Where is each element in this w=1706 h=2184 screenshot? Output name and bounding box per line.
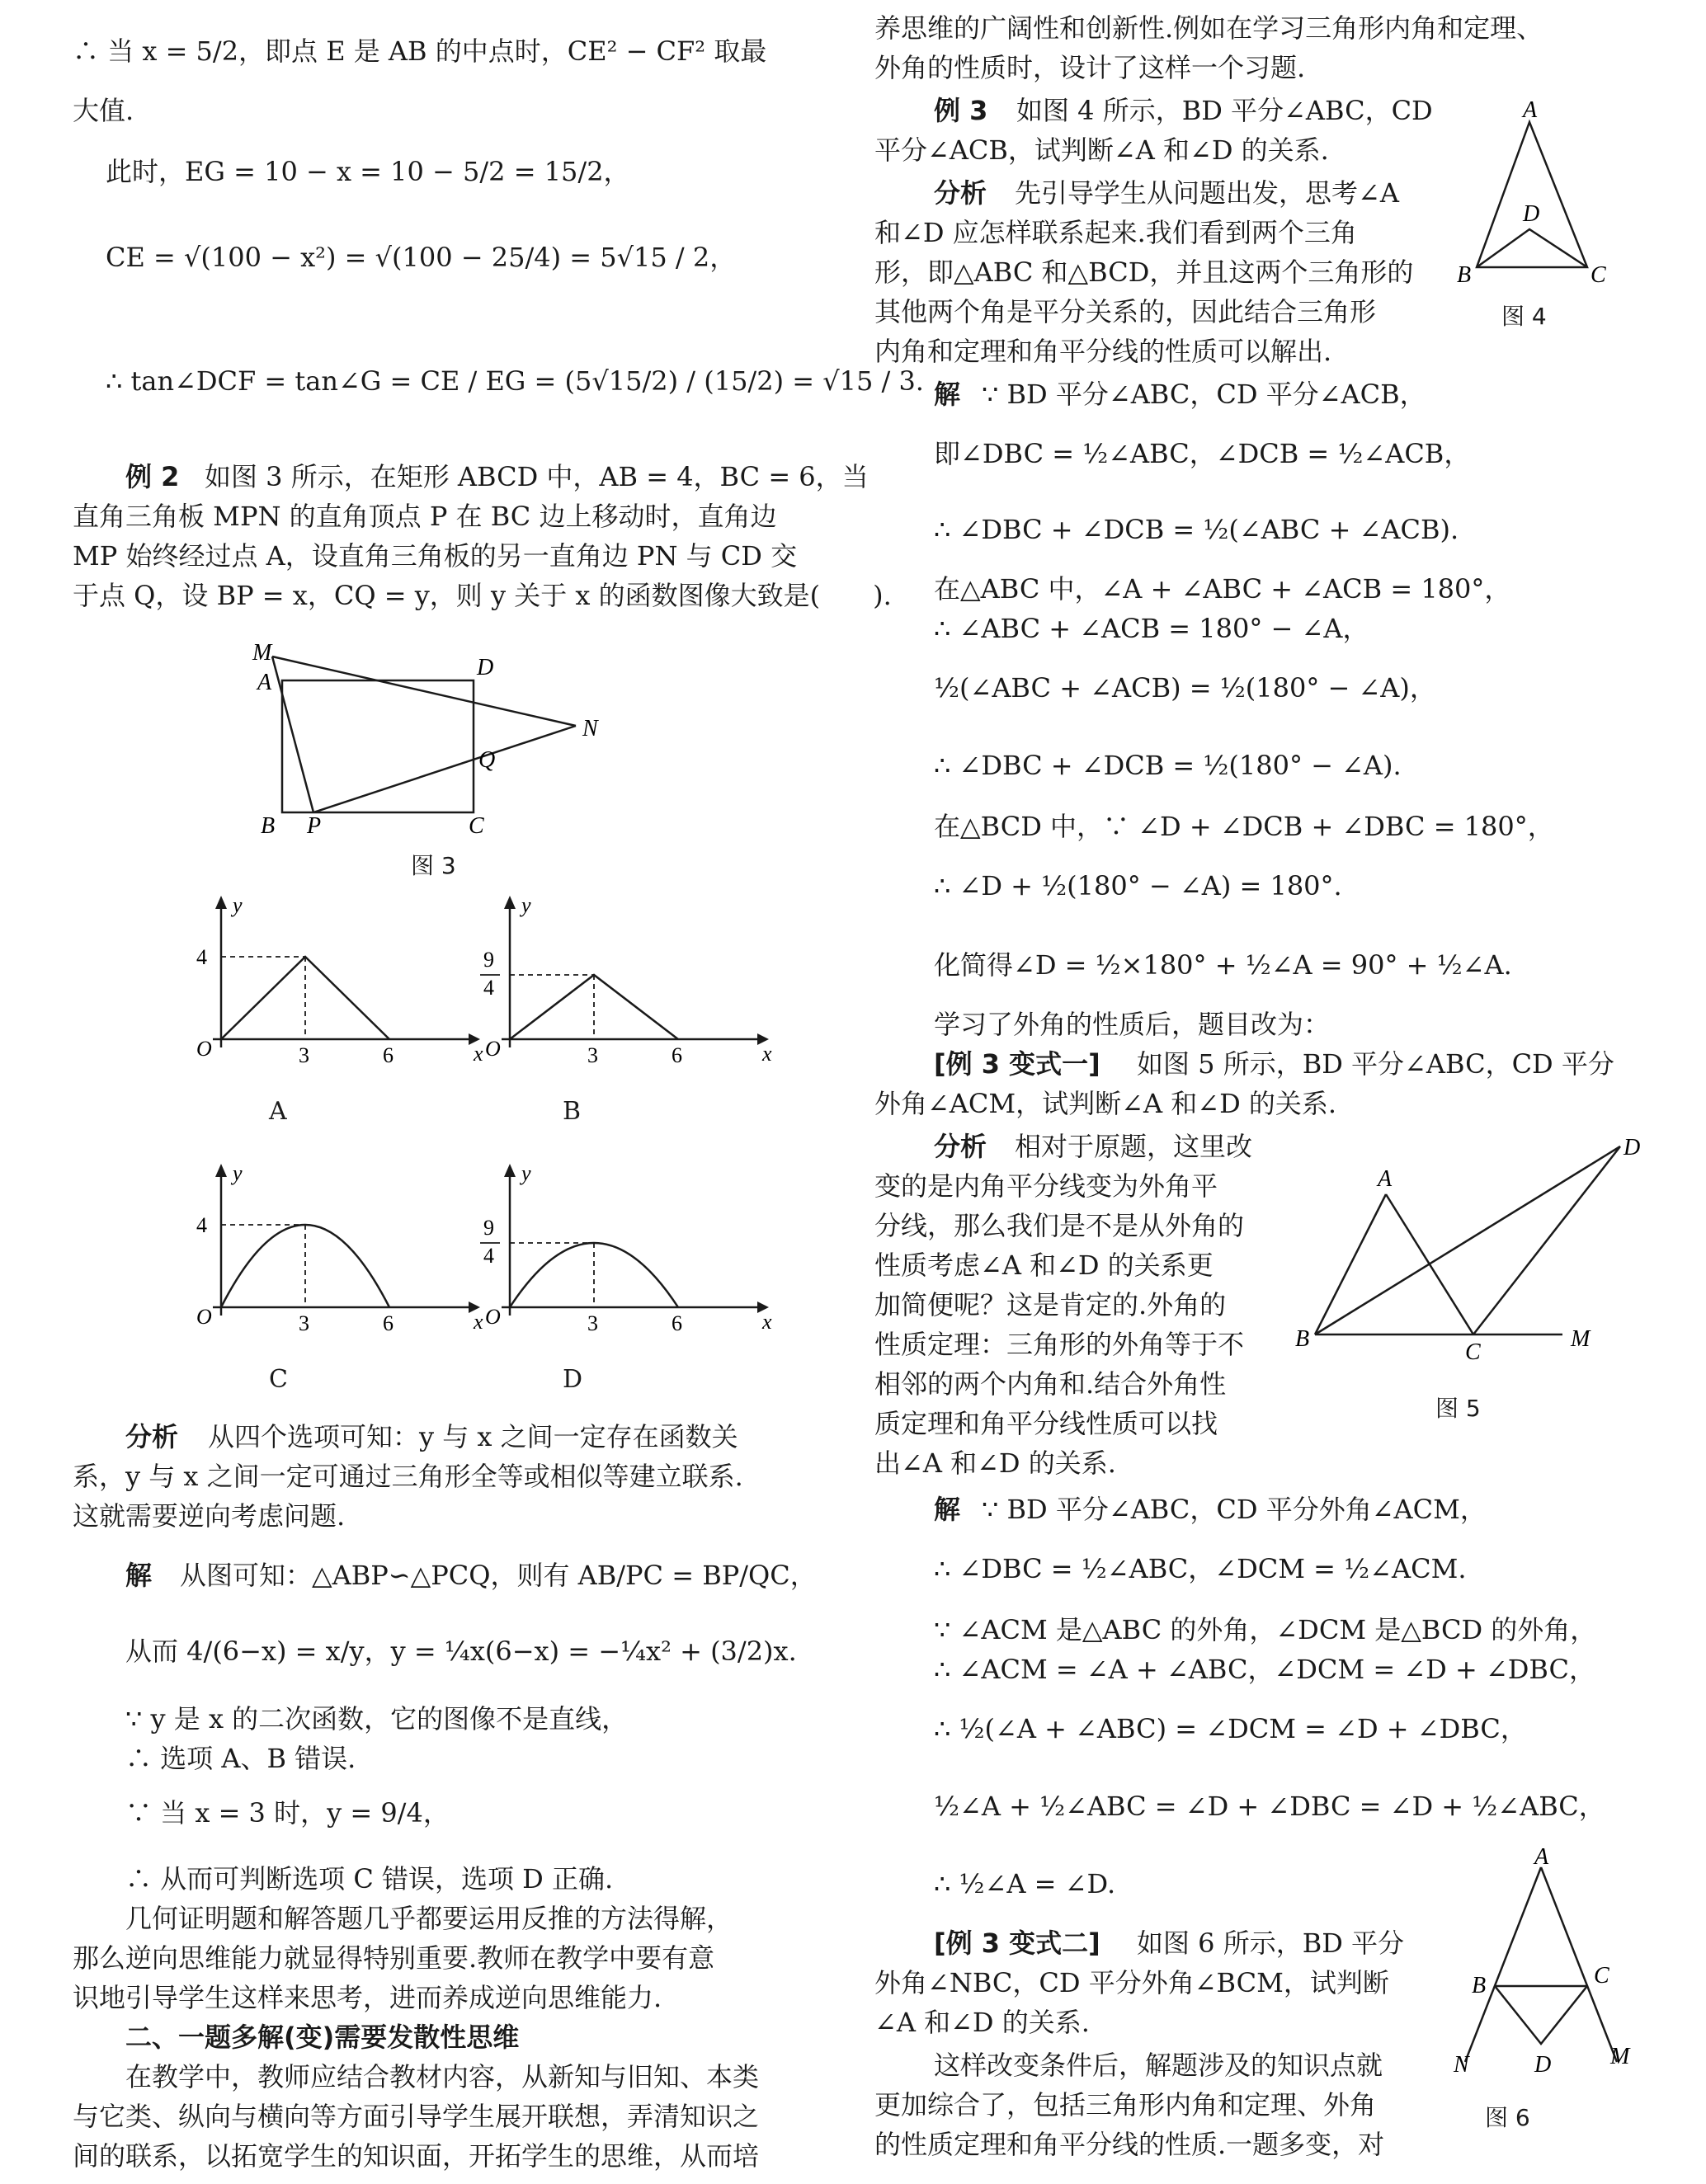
text-line: 间的联系，以拓宽学生的知识面，开拓学生的思维，从而培 — [73, 2140, 760, 2172]
text-line: 系，y 与 x 之间一定可通过三角形全等或相似等建立联系. — [73, 1461, 743, 1492]
tick-label-y: 4 — [196, 1213, 207, 1237]
text-line: 从而 4/(6−x) = x/y，y = ¼x(6−x) = −¼x² + (3/2)x. — [125, 1636, 797, 1667]
text-line: 那么逆向思维能力就显得特别重要.教师在教学中要有意 — [73, 1942, 715, 1974]
label-m: M — [1610, 2044, 1630, 2069]
x-axis-label: x — [474, 1042, 483, 1066]
x-axis-label: x — [762, 1042, 772, 1066]
label-d: D — [1624, 1135, 1641, 1160]
text-line: 如图 5 所示，BD 平分∠ABC，CD 平分 — [1137, 1048, 1614, 1080]
text-line: 如图 3 所示，在矩形 ABCD 中，AB = 4，BC = 6，当 — [205, 461, 869, 492]
text-line: 加简便呢？这是肯定的.外角的 — [874, 1289, 1227, 1320]
text-line: 变的是内角平分线变为外角平 — [874, 1170, 1218, 1202]
tick-label-x-end: 6 — [672, 1311, 682, 1335]
text-line: ∴ ∠DBC + ∠DCB = ½(∠ABC + ∠ACB). — [934, 514, 1459, 545]
y-axis-arrow-icon — [215, 896, 227, 909]
label-b: B — [261, 813, 276, 839]
figure-3 — [238, 635, 683, 850]
line-cd — [1473, 1146, 1620, 1334]
label-m: M — [1571, 1326, 1591, 1352]
label-a: A — [1523, 97, 1538, 123]
label-a: A — [1378, 1166, 1393, 1192]
line-pn — [313, 726, 576, 812]
variant1-analysis-label: 分析 — [934, 1131, 987, 1162]
text-line: ∴ 选项 A、B 错误. — [125, 1743, 356, 1774]
solution3-label: 解 — [934, 379, 961, 410]
text-line: 如图 6 所示，BD 平分 — [1137, 1927, 1405, 1959]
figure-3-caption: 图 3 — [411, 852, 456, 879]
origin-label: O — [485, 1037, 501, 1061]
text-line: 相对于原题，这里改 — [1015, 1131, 1253, 1162]
text-line: 这样改变条件后，解题涉及的知识点就 — [934, 2050, 1383, 2081]
origin-label: O — [196, 1037, 212, 1061]
y-axis-arrow-icon — [504, 1164, 516, 1177]
text-line: ∵ 当 x = 3 时，y = 9/4， — [125, 1797, 450, 1829]
figure-5-caption: 图 5 — [1435, 1395, 1481, 1422]
text-line: ∴ 当 x = 5/2，即点 E 是 AB 的中点时，CE² − CF² 取最 — [73, 35, 767, 67]
text-line: ½∠A + ½∠ABC = ∠D + ∠DBC = ∠D + ½∠ABC， — [934, 1791, 1605, 1822]
label-n: N — [1454, 2052, 1469, 2078]
text-line: 直角三角板 MPN 的直角顶点 P 在 BC 边上移动时，直角边 — [73, 501, 777, 532]
y-axis-arrow-icon — [504, 896, 516, 909]
text-line: 其他两个角是平分关系的，因此结合三角形 — [874, 296, 1377, 327]
text-line: ∴ ∠D + ½(180° − ∠A) = 180°. — [934, 870, 1342, 901]
label-q: Q — [478, 747, 496, 773]
label-n: N — [582, 716, 598, 741]
text-line: 从四个选项可知：y 与 x 之间一定存在函数关 — [208, 1421, 738, 1452]
tick-label-x-end: 6 — [383, 1311, 394, 1335]
text-line: 于点 Q，设 BP = x，CQ = y，则 y 关于 x 的函数图像大致是( ). — [73, 580, 892, 611]
variant1-solution-label: 解 — [934, 1494, 961, 1525]
text-line: 这就需要逆向考虑问题. — [73, 1500, 346, 1532]
text-line: ∴ 从而可判断选项 C 错误，选项 D 正确. — [125, 1863, 614, 1895]
text-line: 相邻的两个内角和.结合外角性 — [874, 1368, 1227, 1400]
text-line: 在△ABC 中，∠A + ∠ABC + ∠ACB = 180°， — [934, 573, 1511, 605]
text-line: 如图 4 所示，BD 平分∠ABC，CD — [1016, 95, 1433, 126]
figure-4 — [1452, 99, 1609, 297]
text-line: 内角和定理和角平分线的性质可以解出. — [874, 336, 1332, 367]
text-line: 质定理和角平分线性质可以找 — [874, 1408, 1218, 1439]
analysis2-label: 分析 — [125, 1421, 179, 1452]
tick-label-x-end: 6 — [383, 1043, 394, 1067]
text-line: 外角∠NBC，CD 平分外角∠BCM，试判断 — [874, 1967, 1389, 1998]
label-a: A — [257, 670, 272, 695]
text-line: ∠A 和∠D 的关系. — [874, 2007, 1090, 2038]
figure-5 — [1287, 1130, 1650, 1369]
y-axis-label: y — [233, 893, 243, 917]
text-line: 性质定理：三角形的外角等于不 — [874, 1329, 1245, 1360]
figure-4-caption: 图 4 — [1501, 303, 1547, 330]
lines-bd-cd — [1495, 1986, 1587, 2044]
text-line: MP 始终经过点 A，设直角三角板的另一直角边 PN 与 CD 交 — [73, 540, 798, 572]
text-line: 出∠A 和∠D 的关系. — [874, 1447, 1116, 1479]
y-axis-label: y — [233, 1161, 243, 1185]
text-line: 外角的性质时，设计了这样一个习题. — [874, 52, 1306, 83]
label-c: C — [1465, 1339, 1481, 1365]
text-line: 平分∠ACB，试判断∠A 和∠D 的关系. — [874, 134, 1329, 166]
label-d: D — [1523, 201, 1540, 227]
text-line: 识地引导学生这样来思考，进而养成逆向思维能力. — [73, 1982, 662, 2013]
x-axis-label: x — [762, 1310, 772, 1334]
rect-abcd — [282, 680, 474, 812]
option-d-graph — [469, 1159, 774, 1349]
solution2-label: 解 — [125, 1560, 153, 1591]
tick-label-x-mid: 3 — [299, 1311, 309, 1335]
example2-label: 例 2 — [125, 461, 180, 492]
text-line: 的性质定理和角平分线的性质.一题多变，对 — [874, 2129, 1385, 2160]
origin-label: O — [196, 1305, 212, 1329]
section-heading: 二、一题多解(变)需要发散性思维 — [125, 2022, 520, 2053]
text-line: 大值. — [73, 95, 134, 126]
label-c: C — [469, 813, 484, 839]
analysis3-label: 分析 — [934, 177, 987, 209]
y-axis-label: y — [521, 1161, 531, 1185]
option-c-label: C — [269, 1365, 288, 1394]
line-mn — [272, 657, 576, 726]
tick-label-x-mid: 3 — [587, 1311, 598, 1335]
text-line: ∴ ∠ACM = ∠A + ∠ABC，∠DCM = ∠D + ∠DBC， — [934, 1654, 1596, 1685]
label-c: C — [1594, 1963, 1609, 1989]
text-line: 养思维的广阔性和创新性.例如在学习三角形内角和定理、 — [874, 12, 1543, 44]
triangle-abc — [1477, 122, 1587, 267]
text-line: ½(∠ABC + ∠ACB) = ½(180° − ∠A)， — [934, 672, 1436, 704]
option-d-label: D — [563, 1365, 583, 1394]
variant1-label: [例 3 变式一] — [934, 1048, 1100, 1080]
text-line: 在教学中，教师应结合教材内容，从新知与旧知、本类 — [125, 2061, 760, 2092]
option-a-label: A — [269, 1097, 287, 1126]
x-axis-label: x — [474, 1310, 483, 1334]
origin-label: O — [485, 1305, 501, 1329]
line-bd — [1315, 1146, 1620, 1334]
label-p: P — [307, 813, 322, 839]
tick-label-y: 4 — [196, 945, 207, 969]
text-line: 几何证明题和解答题几乎都要运用反推的方法得解， — [125, 1903, 733, 1934]
option-b-label: B — [563, 1097, 582, 1126]
text-line: ∴ ½(∠A + ∠ABC) = ∠DCM = ∠D + ∠DBC， — [934, 1713, 1527, 1744]
text-line: 化简得∠D = ½×180° + ½∠A = 90° + ½∠A. — [934, 949, 1512, 981]
tick-label-x-end: 6 — [672, 1043, 682, 1067]
label-b: B — [1457, 262, 1472, 288]
tick-label-x-mid: 3 — [299, 1043, 309, 1067]
text-line: 性质考虑∠A 和∠D 的关系更 — [874, 1250, 1214, 1281]
text-line: ∴ ∠DBC + ∠DCB = ½(180° − ∠A). — [934, 750, 1402, 781]
y-axis-label: y — [521, 893, 531, 917]
text-line: 从图可知：△ABP∽△PCQ，则有 AB/PC = BP/QC， — [180, 1560, 817, 1591]
text-line: CE = √(100 − x²) = √(100 − 25/4) = 5√15 / 2， — [106, 242, 737, 273]
y-axis-arrow-icon — [215, 1164, 227, 1177]
figure-6-caption: 图 6 — [1485, 2104, 1530, 2131]
text-line: 外角∠ACM，试判断∠A 和∠D 的关系. — [874, 1088, 1337, 1119]
tick-label-y-numerator: 9 — [483, 948, 494, 972]
variant2-label: [例 3 变式二] — [934, 1927, 1100, 1959]
line-an — [1465, 1867, 1541, 2062]
text-line: ∵ BD 平分∠ABC，CD 平分外角∠ACM， — [982, 1494, 1487, 1525]
option-a-graph — [180, 891, 485, 1080]
tick-label-x-mid: 3 — [587, 1043, 598, 1067]
lines-bd-cd — [1477, 229, 1587, 267]
text-line: 在△BCD 中，∵ ∠D + ∠DCB + ∠DBC = 180°， — [934, 811, 1554, 842]
label-b: B — [1472, 1973, 1487, 1998]
label-a: A — [1534, 1844, 1549, 1870]
text-line: ∴ ∠ABC + ∠ACB = 180° − ∠A， — [934, 613, 1369, 644]
text-line: 形，即△ABC 和△BCD，并且这两个三角形的 — [874, 257, 1414, 288]
text-line: 此时，EG = 10 − x = 10 − 5/2 = 15/2， — [106, 156, 630, 187]
tick-label-y-numerator: 9 — [483, 1216, 494, 1240]
label-d: D — [1534, 2052, 1552, 2078]
tick-label-y-denominator: 4 — [483, 1244, 494, 1268]
label-m: M — [252, 640, 272, 666]
text-line: 分线，那么我们是不是从外角的 — [874, 1210, 1245, 1241]
text-line: 学习了外角的性质后，题目改为： — [934, 1009, 1331, 1040]
text-line: ∵ BD 平分∠ABC，CD 平分∠ACB， — [982, 379, 1426, 410]
label-d: D — [477, 655, 494, 680]
text-line: 更加综合了，包括三角形内角和定理、外角 — [874, 2089, 1377, 2120]
text-line: ∵ ∠ACM 是△ABC 的外角，∠DCM 是△BCD 的外角， — [934, 1614, 1597, 1645]
text-line: ∴ ∠DBC = ½∠ABC，∠DCM = ½∠ACM. — [934, 1553, 1467, 1584]
text-line: ∵ y 是 x 的二次函数，它的图像不是直线， — [125, 1703, 629, 1734]
example3-label: 例 3 — [934, 95, 988, 126]
figure-6 — [1435, 1844, 1630, 2087]
text-line: ∴ ½∠A = ∠D. — [934, 1868, 1116, 1899]
option-b-graph — [469, 891, 774, 1080]
label-c: C — [1591, 262, 1606, 288]
text-line: 先引导学生从问题出发，思考∠A — [1015, 177, 1399, 209]
text-line: 和∠D 应怎样联系起来.我们看到两个三角 — [874, 217, 1357, 248]
text-line: ∴ tan∠DCF = tan∠G = CE / EG = (5√15/2) / (15/2) = √15 / 3. — [106, 365, 924, 397]
label-b: B — [1295, 1326, 1310, 1352]
text-line: 即∠DBC = ½∠ABC，∠DCB = ½∠ACB， — [934, 438, 1471, 469]
text-line: 与它类、纵向与横向等方面引导学生展开联想，弄清知识之 — [73, 2101, 760, 2132]
option-c-graph — [180, 1159, 485, 1349]
tick-label-y-denominator: 4 — [483, 976, 494, 1000]
